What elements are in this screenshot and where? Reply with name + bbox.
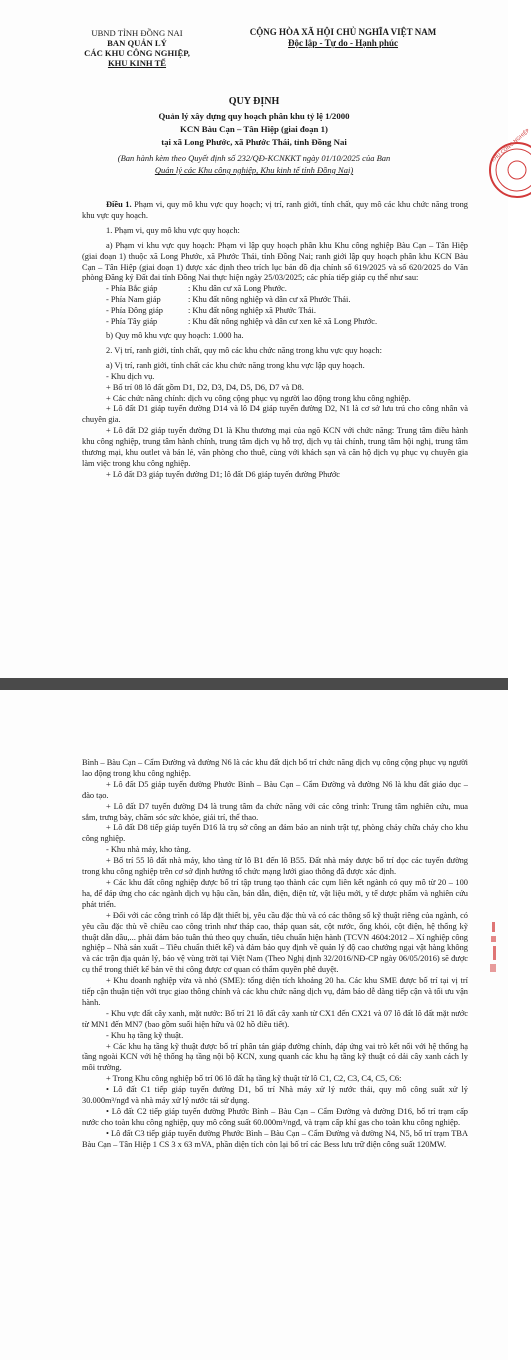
paragraph: - Khu hạ tầng kỹ thuật. xyxy=(106,1030,184,1040)
border-desc: : Khu đất nông nghiệp xã Phước Thái. xyxy=(188,306,316,316)
borders-table xyxy=(82,284,468,328)
margin-stamp-mark xyxy=(488,920,502,980)
paragraph: + Các khu hạ tầng kỹ thuật được bố trí phân tán giáp đường chính, đáp ứng vai trò kết nối với hệ thống hạ tầng ngoài KCN với hệ thống hạ tầng nội bộ KCN, xung quanh các khu hạ tầng kỹ thuật có dải cây xanh cách ly môi trường. xyxy=(82,1041,468,1073)
agency-line-1: UBND TỈNH ĐỒNG NAI xyxy=(91,28,183,38)
paragraph: + Lô đất D1 giáp tuyến đường D14 và lô D4 giáp tuyến đường D2, N1 là cơ sở lưu trú cho công nhân và chuyên gia. xyxy=(82,404,468,425)
document-page-2 xyxy=(0,690,508,1360)
paragraph: + Lô đất D7 tuyến đường D4 là trung tâm đa chức năng với các công trình: Trung tâm nghiên cứu, mua sắm, trưng bày, chăm sóc sức khỏe, giải trí, thể thao. xyxy=(82,801,468,822)
issuance-line-1: (Ban hành kèm theo Quyết định số 232/QĐ-KCNKKT ngày 01/10/2025 của Ban xyxy=(117,153,391,163)
paragraph: Bình – Bàu Cạn – Cẩm Đường và đường N6 là các khu đất dịch bố trí chức năng dịch vụ công cộng phục vụ người lao động trong khu công nghiệp. xyxy=(82,758,468,778)
paragraph: 1. Phạm vi, quy mô khu vực quy hoạch: xyxy=(106,225,240,235)
border-row xyxy=(82,284,468,295)
border-row xyxy=(82,295,468,306)
document-subject xyxy=(40,110,468,149)
border-desc: : Khu đất nông nghiệp và dân cư xen kẽ xã Long Phước. xyxy=(188,317,378,327)
red-seal-stamp xyxy=(483,128,531,200)
document-page-1 xyxy=(0,0,531,678)
paragraph: + Trong Khu công nghiệp bố trí 06 lô đất hạ tầng kỹ thuật từ lô C1, C2, C3, C4, C5, C6: xyxy=(106,1074,402,1084)
paragraph: • Lô đất C2 tiếp giáp tuyến đường Phước Bình – Bàu Cạn – Cẩm Đường và đường D16, bố trí trạm cấp nước cho toàn khu công nghiệp, quy mô công suất 60.000m³/ngđ, và trạm cấp khí gas cho toàn khu công nghiệp. xyxy=(82,1107,468,1127)
border-side: - Phía Nam giáp xyxy=(106,295,161,305)
paragraph: + Lô đất D2 giáp tuyến đường D1 là Khu thương mại của ngõ KCN với chức năng: Trung tâm điều hành khu công nghiệp, trung tâm hành chính, trung tâm dịch vụ hỗ trợ, dịch vụ tài chính, trung tâm hội nghị, trung tâm thương mại, khu outlet và bán lẻ, văn phòng cho thuê, cùng với khách sạn và căn hộ dịch vụ phục vụ chuyên gia làm việc trong khu công nghiệp. xyxy=(82,426,468,468)
border-side: - Phía Tây giáp xyxy=(106,317,158,327)
border-row xyxy=(82,306,468,317)
subject-line-1: Quản lý xây dựng quy hoạch phân khu tỷ lệ 1/2000 xyxy=(158,111,350,121)
national-motto xyxy=(222,27,464,49)
issuing-agency xyxy=(72,28,202,68)
paragraph: - Khu nhà máy, kho tàng. xyxy=(106,845,191,855)
border-side: - Phía Bắc giáp xyxy=(106,284,158,294)
issuance-note xyxy=(40,152,468,176)
page1-body xyxy=(82,200,468,481)
paragraph: - Khu dịch vụ. xyxy=(106,371,155,381)
agency-line-2: BAN QUẢN LÝ xyxy=(107,38,167,48)
article-1-label: Điều 1. xyxy=(106,200,132,209)
paragraph: + Lô đất D3 giáp tuyến đường D1; lô đất D6 giáp tuyến đường Phước xyxy=(106,469,340,479)
paragraph: • Lô đất C1 tiếp giáp tuyến đường D1, bố trí Nhà máy xử lý nước thải, quy mô công suất xử lý 30.000m³/ngđ và nhà máy xử lý nước tái sử dụng. xyxy=(82,1085,468,1106)
article-1 xyxy=(82,200,468,222)
paragraph: + Khu doanh nghiệp vừa và nhỏ (SME): tổng diện tích khoảng 20 ha. Các khu SME được bố trí tại vị trí tiếp cận thuận tiện với trục giao thông chính và các khu chức năng dịch vụ, đảm bảo dễ dàng tiếp cận và tối ưu vận hành. xyxy=(82,976,468,1007)
border-desc: : Khu đất nông nghiệp và dân cư xã Phước Thái. xyxy=(188,295,351,305)
document-title: QUY ĐỊNH xyxy=(228,96,280,107)
paragraph: b) Quy mô khu vực quy hoạch: 1.000 ha. xyxy=(106,330,244,340)
paragraph: + Đối với các công trình có lắp đặt thiết bị, yêu cầu đặc thù và có các thông số kỹ thuật riêng của ngành, có yêu cầu đặc thù về chiều cao công trình như tháp cao, tháp quan sát, cột nước, ống khói, cột điện, hệ thống kỹ thuật dẫn dầu,... phải đảm bảo tuân thủ theo quy chuẩn, tiêu chuẩn hiện hành (TCVN 4604:2012 – Xí nghiệp công nghiệp – Nhà sản xuất – Tiêu chuẩn thiết kế) và đảm bảo quy định về quản lý độ cao chướng ngại vật hàng không và các trận địa quản lý, bảo vệ vùng trời tại Việt Nam (Theo Nghị định 32/2016/NĐ-CP ngày 06/05/2016) sẽ được cụ thể trong thiết kế bản vẽ thi công được cơ quan có thẩm quyền phê duyệt. xyxy=(82,910,468,975)
issuance-line-2: Quản lý các Khu công nghiệp, Khu kinh tế tỉnh Đồng Nai) xyxy=(154,165,354,175)
subject-line-2: KCN Bàu Cạn – Tân Hiệp (giai đoạn 1) xyxy=(180,124,328,134)
page-separator xyxy=(0,678,508,690)
paragraph: + Các chức năng chính: dịch vụ công cộng phục vụ người lao động trong khu công nghiệp. xyxy=(106,393,411,403)
motto-line-2: Độc lập - Tự do - Hạnh phúc xyxy=(287,38,398,48)
agency-line-3: CÁC KHU CÔNG NGHIỆP, xyxy=(84,48,190,58)
paragraph: - Khu vực đất cây xanh, mặt nước: Bố trí 21 lô đất cây xanh từ CX1 đến CX21 và 07 lô đất lô đất mặt nước từ MN1 đến MN7 (bao gồm suối hiện hữu và 02 hồ điều tiết). xyxy=(82,1008,468,1029)
paragraph: + Bố trí 55 lô đất nhà máy, kho tàng từ lô B1 đến lô B55. Đất nhà máy được bố trí dọc các tuyến đường trong khu công nghiệp trên cơ sở định hướng tổ chức mạng lưới giao thông đã được xác định. xyxy=(82,856,468,877)
border-row xyxy=(82,317,468,328)
paragraph: + Bố trí 08 lô đất gồm D1, D2, D3, D4, D5, D6, D7 và D8. xyxy=(106,382,304,392)
paragraph: a) Phạm vi khu vực quy hoạch: Phạm vi lập quy hoạch phân khu Khu công nghiệp Bàu Cạn – Tân Hiệp (giai đoạn 1) thuộc xã Long Phước, xã Phước Thái, tỉnh Đồng Nai; ranh giới lập quy hoạch phân khu KCN Bàu Cạn – Tân Hiệp (giai đoạn 1) được xác định theo trích lục bản đồ địa chính số 619/2025 và số 620/2025 do Văn phòng Đăng ký Đất đai tỉnh Đồng Nai thực hiện ngày 25/03/2025; các phía tiếp giáp cụ thể như sau: xyxy=(82,240,468,283)
paragraph: + Lô đất D5 giáp tuyến đường Phước Bình – Bàu Cạn – Cẩm Đường và đường N6 là khu đất giáo dục – đào tạo. xyxy=(82,779,468,800)
agency-line-4: KHU KINH TẾ xyxy=(107,58,167,68)
paragraph: + Các khu đất công nghiệp được bố trí tập trung tạo thành các cụm liên kết ngành có quy mô từ 20 – 100 ha, để đáp ứng cho các ngành dịch vụ hậu cần, bán dẫn, điện, điện tử, vật liệu mới, y tế dược phẩm và nghiên cứu phát triển. xyxy=(82,877,468,909)
motto-line-1: CỘNG HÒA XÃ HỘI CHỦ NGHĨA VIỆT NAM xyxy=(249,27,437,37)
subject-line-3: tại xã Long Phước, xã Phước Thái, tỉnh Đồng Nai xyxy=(161,137,347,147)
border-side: - Phía Đông giáp xyxy=(106,306,163,316)
article-1-text: Phạm vi, quy mô khu vực quy hoạch; vị trí, ranh giới, tính chất, quy mô các khu chức năng trong khu vực quy hoạch. xyxy=(82,200,468,220)
page2-body xyxy=(82,758,468,1151)
stamp-text: KHU CÔNG NGHIỆP xyxy=(490,128,531,164)
paragraph: a) Vị trí, ranh giới, tính chất các khu chức năng trong khu vực lập quy hoạch. xyxy=(106,360,365,370)
paragraph: 2. Vị trí, ranh giới, tính chất, quy mô các khu chức năng trong khu vực quy hoạch: xyxy=(106,345,382,355)
paragraph: + Lô đất D8 tiếp giáp tuyến D16 là trụ sở công an đảm bảo an ninh trật tự, phòng cháy chữa cháy cho khu công nghiệp. xyxy=(82,823,468,844)
border-desc: : Khu dân cư xã Long Phước. xyxy=(188,284,287,294)
paragraph: • Lô đất C3 tiếp giáp tuyến đường Phước Bình – Bàu Cạn – Cẩm Đường và đường N4, N5, bố trí trạm TBA Bàu Cạn – Tân Hiệp 1 CS 3 x 63 mVA, phần diện tích còn lại bố trí các Bess lưu trữ điện công suất 120MW. xyxy=(82,1128,468,1149)
